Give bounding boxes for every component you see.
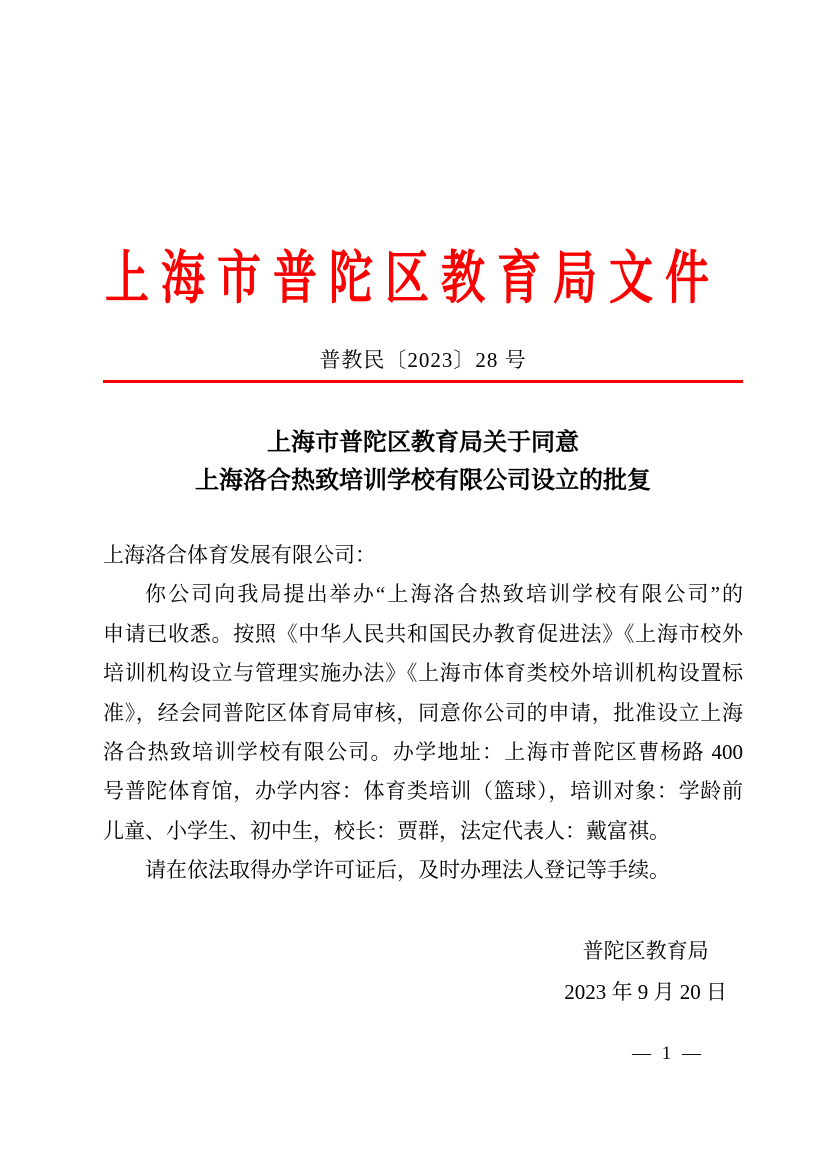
subject-title-line2: 上海洛合热致培训学校有限公司设立的批复 [195,468,651,494]
body-line: 培训机构设立与管理实施办法》《上海市体育类校外培训机构设置标 [103,661,743,686]
body-line: 准》，经会同普陀区体育局审核，同意你公司的申请，批准设立上海 [103,700,743,725]
header-divider-line [103,380,743,383]
body-line: 洛合热致培训学校有限公司。办学地址：上海市普陀区曹杨路 400 [103,740,743,765]
page-number: — 1 — [632,1043,704,1064]
body-line-closing: 请在依法取得办学许可证后，及时办理法人登记等手续。 [145,858,670,883]
body-line: 号普陀体育馆，办学内容：体育类培训（篮球），培训对象：学龄前 [103,779,743,804]
subject-title [93,424,753,500]
body-line: 申请已收悉。按照《中华人民共和国民办教育促进法》《上海市校外 [103,621,743,646]
body-line: 儿童、小学生、初中生，校长：贾群，法定代表人：戴富祺。 [103,818,670,843]
body-line-salutation: 上海洛合体育发展有限公司： [103,543,376,567]
body-line: 你公司向我局提出举办“上海洛合热致培训学校有限公司”的 [145,582,743,607]
body-text [103,536,743,891]
agency-header-title: 上海市普陀区教育局文件 [105,246,721,311]
signature-org: 普陀区教育局 [582,939,709,963]
signature-date: 2023 年 9 月 20 日 [564,980,727,1004]
subject-title-line1: 上海市普陀区教育局关于同意 [267,430,579,456]
document-number: 普教民〔2023〕28 号 [319,348,527,372]
signature-block [564,931,727,1012]
